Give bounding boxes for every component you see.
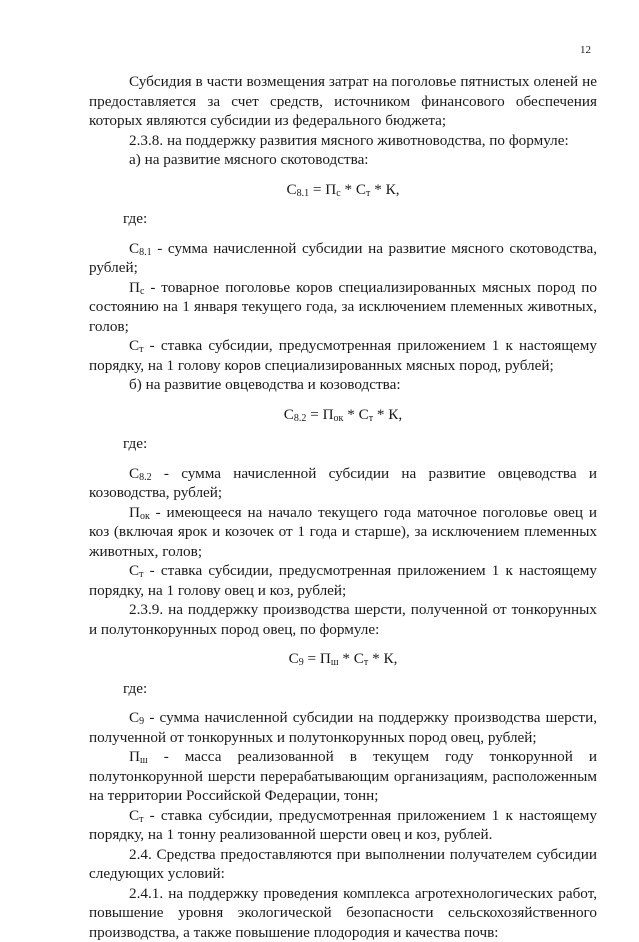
formula-c81: $С_{8.1} = П_с * С_т * К$, [89, 180, 597, 200]
formula-c82: $С_{8.2} = П_{ок} * С_т * К$, [89, 405, 597, 425]
definition-c82: $С_{8.2}$ - сумма начисленной субсидии на развитие овцеводства и козоводства, рублей; [89, 464, 597, 503]
definition-ct-3: $С_т$ - ставка субсидии, предусмотренная приложением 1 к настоящему порядку, на 1 тонну реализованной шерсти овец и коз, рублей. [89, 806, 597, 845]
definition-pc: $П_с$ - товарное поголовье коров специализированных мясных пород по состоянию на 1 января текущего года, за исключением племенных животных, голов; [89, 278, 597, 337]
formula-c9: $С_9 = П_ш * С_т * К$, [89, 649, 597, 669]
section-2-4-1: 2.4.1. на поддержку проведения комплекса агротехнологических работ, повышение уровня экологической безопасности сельскохозяйственного производства, а также повышение плодородия и качества почв: [89, 884, 597, 942]
section-2-3-9: 2.3.9. на поддержку производства шерсти, полученной от тонкорунных и полутонкорунных пород овец, по формуле: [89, 600, 597, 639]
where-label: где: [89, 434, 597, 454]
where-label: где: [89, 679, 597, 699]
definition-pok: $П_{ок}$ - имеющееся на начало текущего года маточное поголовье овец и коз (включая ярок и козочек от 1 года и старше), за исключением племенных животных, голов; [89, 503, 597, 562]
section-2-3-8: 2.3.8. на поддержку развития мясного животноводства, по формуле: [89, 131, 597, 151]
definition-c81: $С_{8.1}$ - сумма начисленной субсидии на развитие мясного скотоводства, рублей; [89, 239, 597, 278]
paragraph: Субсидия в части возмещения затрат на поголовье пятнистых оленей не предоставляется за счет средств, источником финансового обеспечения которых являются субсидии из федерального бюджета; [89, 72, 597, 131]
subsection-a: а) на развитие мясного скотоводства: [89, 150, 597, 170]
definition-psh: $П_ш$ - масса реализованной в текущем году тонкорунной и полутонкорунной шерсти перерабатывающим организациям, расположенным на территории Российской Федерации, тонн; [89, 747, 597, 806]
document-body [89, 72, 597, 942]
subsection-b: б) на развитие овцеводства и козоводства: [89, 375, 597, 395]
where-label: где: [89, 209, 597, 229]
definition-ct-1: $С_т$ - ставка субсидии, предусмотренная приложением 1 к настоящему порядку, на 1 голову коров специализированных мясных пород, рублей; [89, 336, 597, 375]
page-number: 12 [580, 44, 591, 56]
definition-ct-2: $С_т$ - ставка субсидии, предусмотренная приложением 1 к настоящему порядку, на 1 голову овец и коз, рублей; [89, 561, 597, 600]
definition-c9: $С_9$ - сумма начисленной субсидии на поддержку производства шерсти, полученной от тонкорунных и полутонкорунных пород овец, рублей; [89, 708, 597, 747]
section-2-4: 2.4. Средства предоставляются при выполнении получателем субсидии следующих условий: [89, 845, 597, 884]
